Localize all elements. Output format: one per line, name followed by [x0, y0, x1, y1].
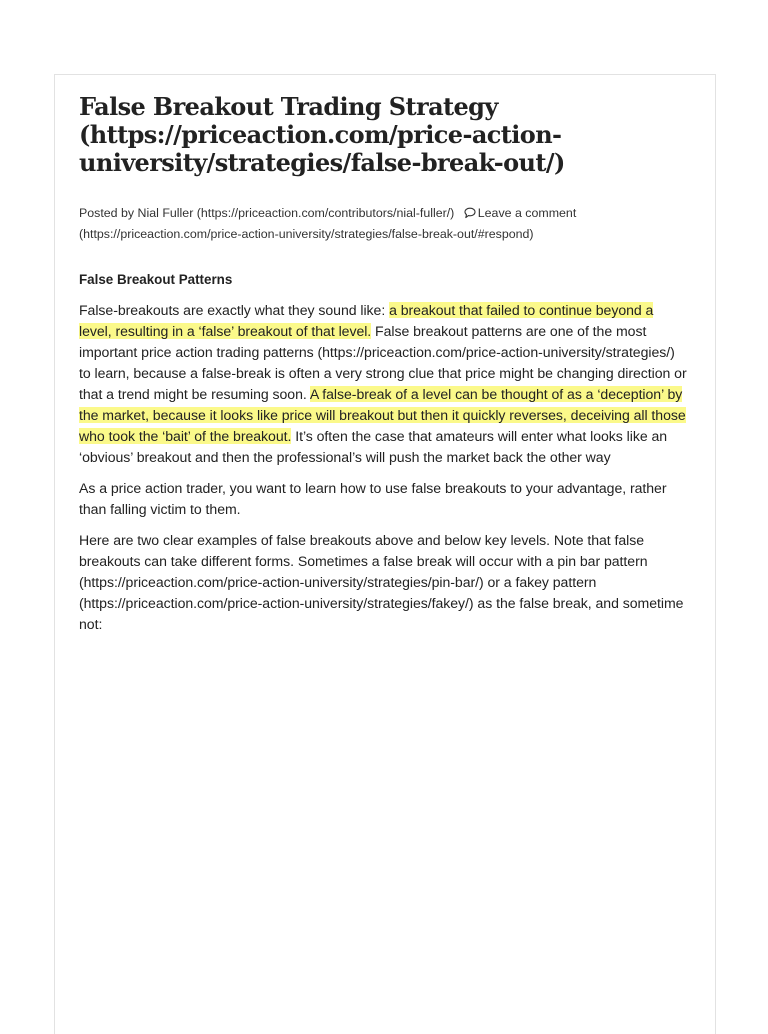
leave-comment-link[interactable]: Leave a comment: [477, 206, 577, 220]
section-heading: False Breakout Patterns: [79, 272, 233, 287]
paragraph-advantage: As a price action trader, you want to learn how to use false breakouts to your advantage, rather than falling victim to them.: [79, 480, 667, 517]
article-title[interactable]: False Breakout Trading Strategy (https://priceaction.com/price-action-university/strategies/false-break-out/): [79, 92, 565, 177]
highlighted-text: a breakout that failed to continue beyond a level, resulting in a ‘false’ breakout of that level.: [79, 302, 654, 339]
paragraph-examples: Here are two clear examples of false breakouts above and below key levels. Note that false breakouts can take different forms. Sometimes a false break will occur with a pin bar pattern (https://priceaction.com/price-action-university/strategies/pin-bar/) or a fakey pattern (https://priceaction.com/price-action-university/strategies/fakey/) as the false break, and sometime not:: [79, 532, 684, 632]
paragraph-text: False-breakouts are exactly what they sound like:: [79, 302, 390, 318]
posted-by-link[interactable]: Posted by Nial Fuller (https://priceaction.com/contributors/nial-fuller/): [79, 206, 455, 220]
comment-icon: [464, 207, 476, 219]
post-meta: [79, 203, 689, 245]
paragraph-text: It’s often the case that amateurs will enter what looks like an ‘obvious’ breakout and then the professional’s will push the market back the other way: [79, 428, 668, 465]
highlighted-text: A false-break of a level can be thought of as a ‘deception’ by the market, because it looks like price will breakout but then it quickly reverses, deceiving all those who took the ‘bait’ of the breakout.: [79, 386, 686, 444]
comment-url-link[interactable]: (https://priceaction.com/price-action-university/strategies/false-break-out/#respond): [79, 227, 534, 241]
paragraph-intro: [79, 300, 689, 468]
article-page: [54, 74, 716, 1034]
paragraph-text: False breakout patterns are one of the most important price action trading patterns (https://priceaction.com/price-action-university/strategies/) to learn, because a false-break is often a very strong clue that price might be changing direction or that a trend might be resuming soon.: [79, 323, 687, 402]
article-content: [79, 93, 689, 645]
